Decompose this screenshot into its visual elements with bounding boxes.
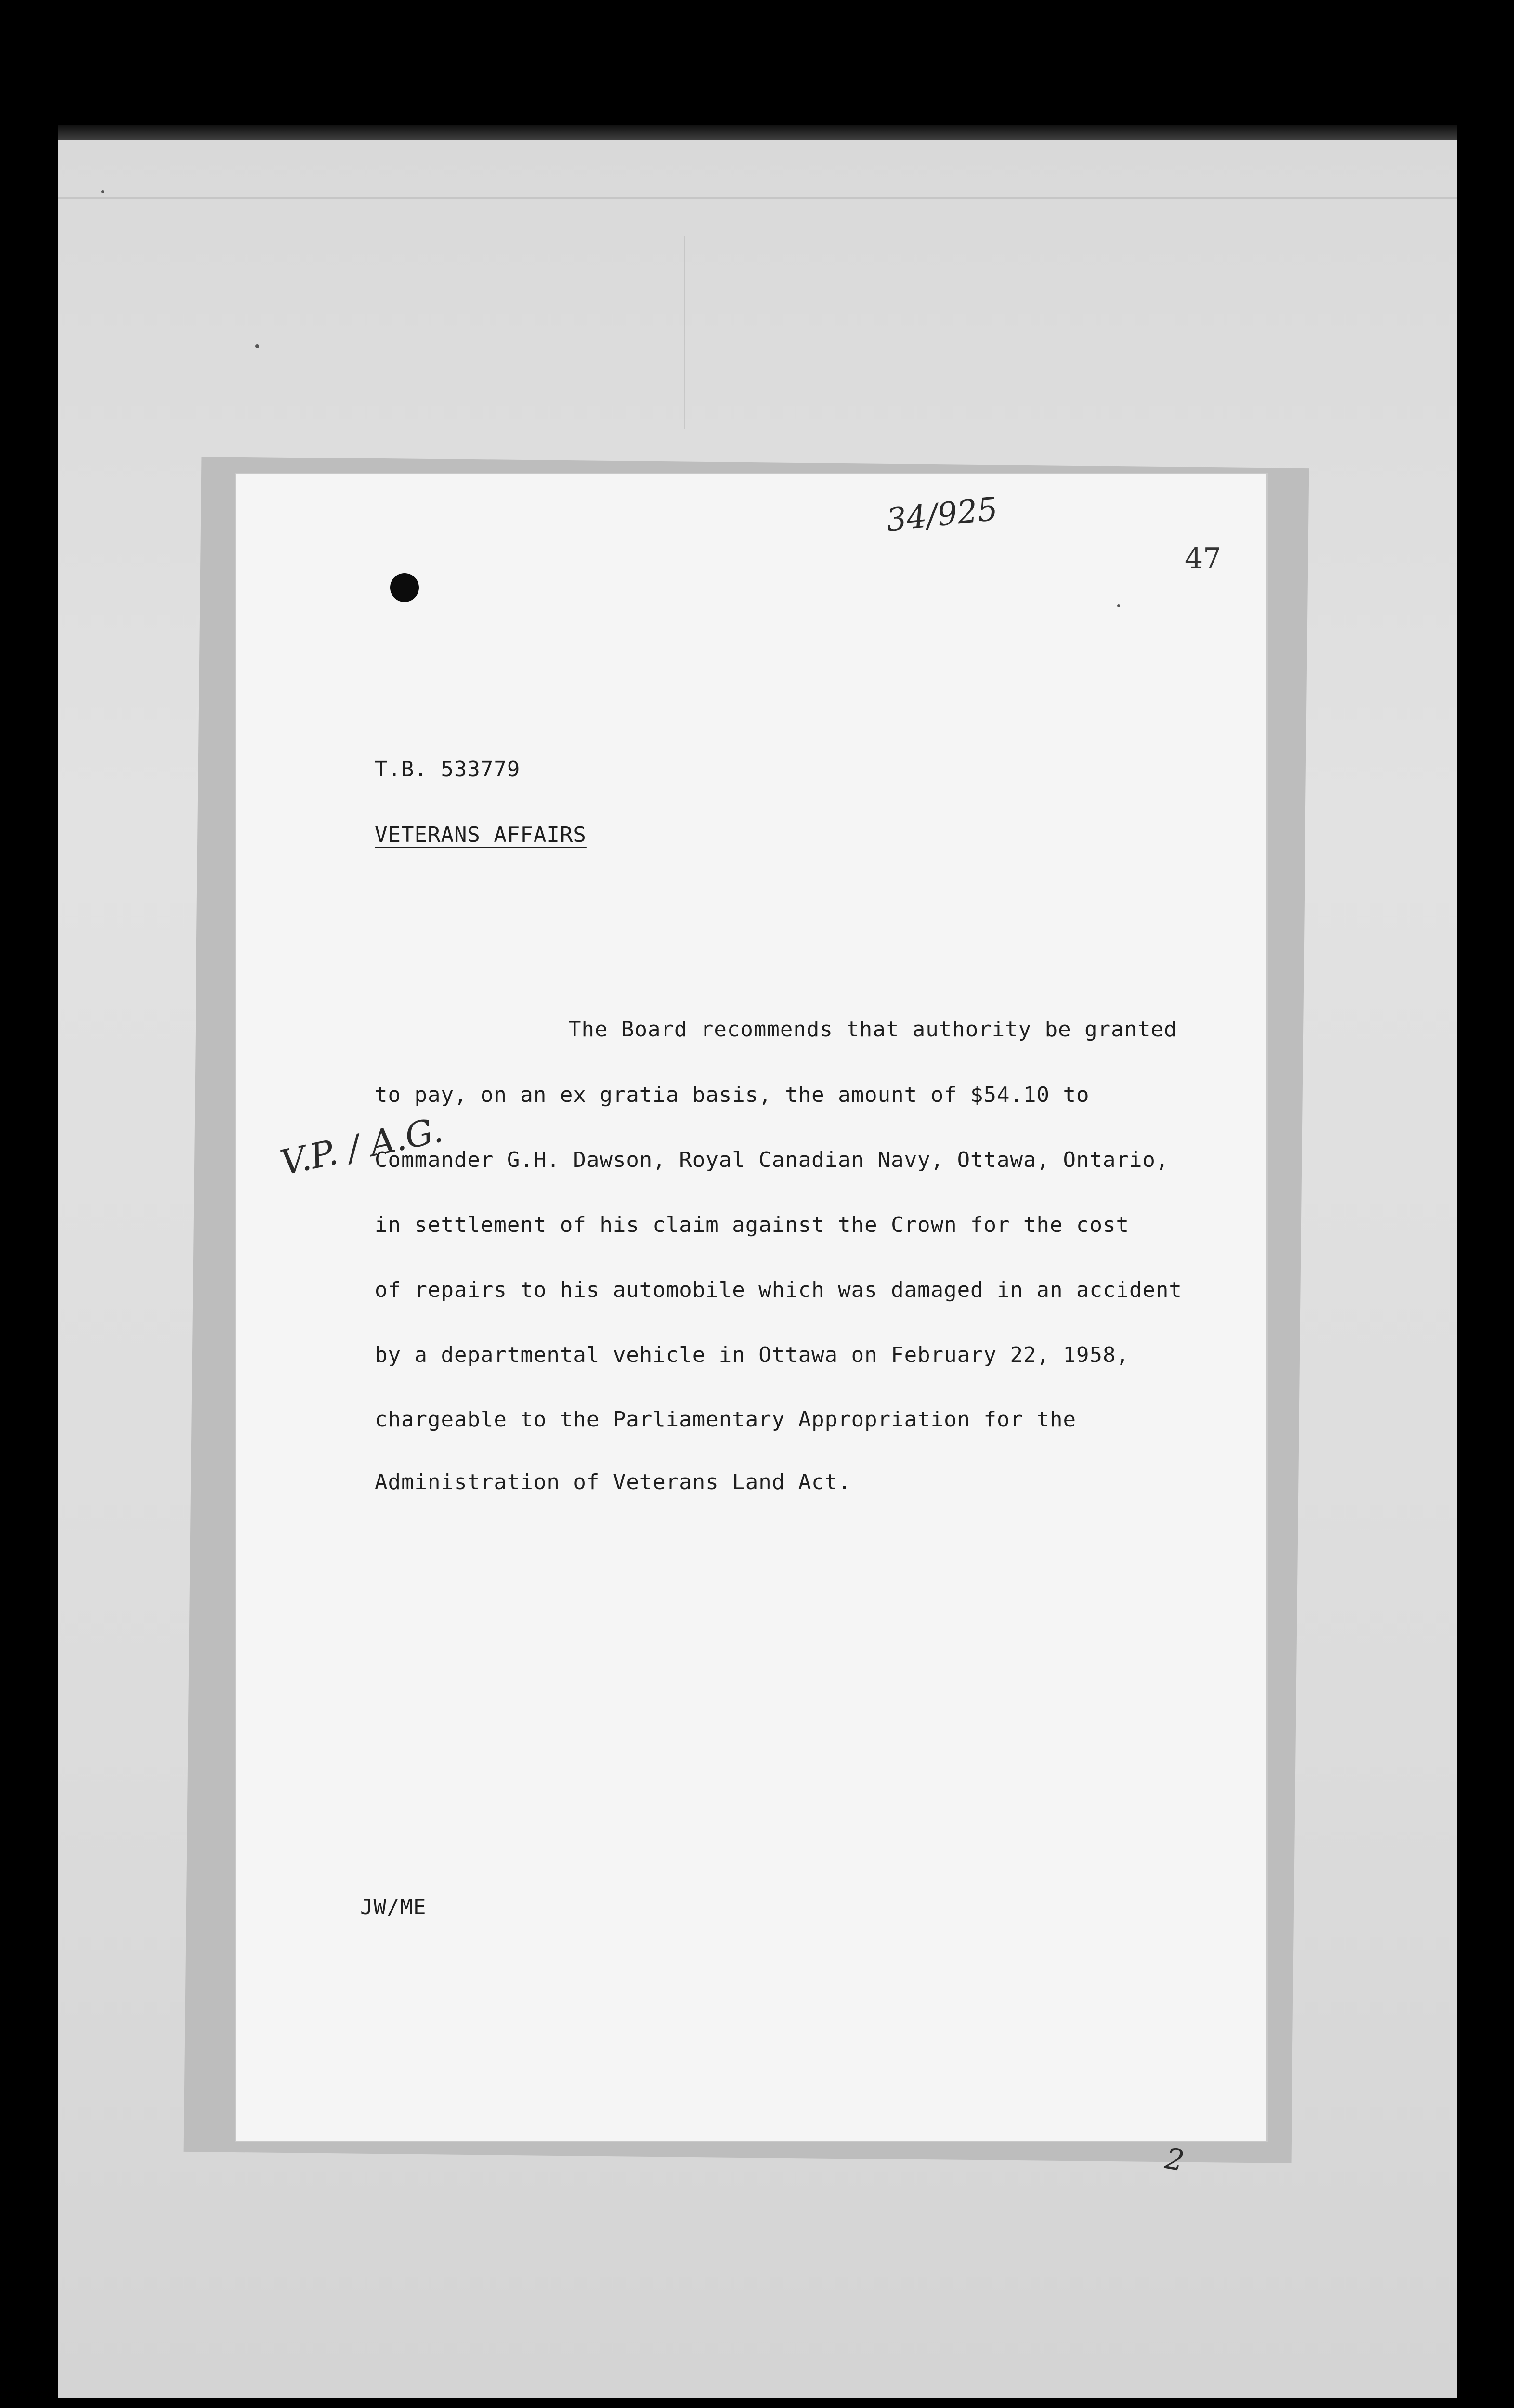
scan-speck bbox=[255, 344, 259, 348]
punch-hole bbox=[390, 573, 419, 602]
scan-speck bbox=[1117, 604, 1120, 607]
body-line: by a departmental vehicle in Ottawa on February 22, 1958, bbox=[375, 1343, 1129, 1367]
body-line: in settlement of his claim against the Crown for the cost bbox=[375, 1213, 1129, 1237]
typist-initials: JW/ME bbox=[360, 1895, 427, 1920]
body-line: of repairs to his automobile which was damaged in an accident bbox=[375, 1278, 1182, 1302]
corner-handwritten-mark: 2 bbox=[1162, 2142, 1187, 2178]
handwritten-file-reference: 34/925 bbox=[884, 490, 1000, 539]
body-line: chargeable to the Parliamentary Appropriation for the bbox=[375, 1407, 1076, 1432]
body-line: The Board recommends that authority be granted bbox=[568, 1017, 1177, 1042]
section-heading: VETERANS AFFAIRS bbox=[375, 823, 587, 847]
body-line: Commander G.H. Dawson, Royal Canadian Navy, Ottawa, Ontario, bbox=[375, 1148, 1169, 1172]
scan-speck bbox=[101, 190, 104, 193]
body-line: to pay, on an ex gratia basis, the amount of $54.10 to bbox=[375, 1083, 1090, 1107]
margin-initials: V.P. / A.G. bbox=[277, 1109, 446, 1183]
memo-sheet bbox=[236, 474, 1266, 2141]
page-number: 47 bbox=[1185, 542, 1222, 576]
body-line: Administration of Veterans Land Act. bbox=[375, 1470, 851, 1494]
treasury-board-reference: T.B. 533779 bbox=[375, 757, 521, 782]
